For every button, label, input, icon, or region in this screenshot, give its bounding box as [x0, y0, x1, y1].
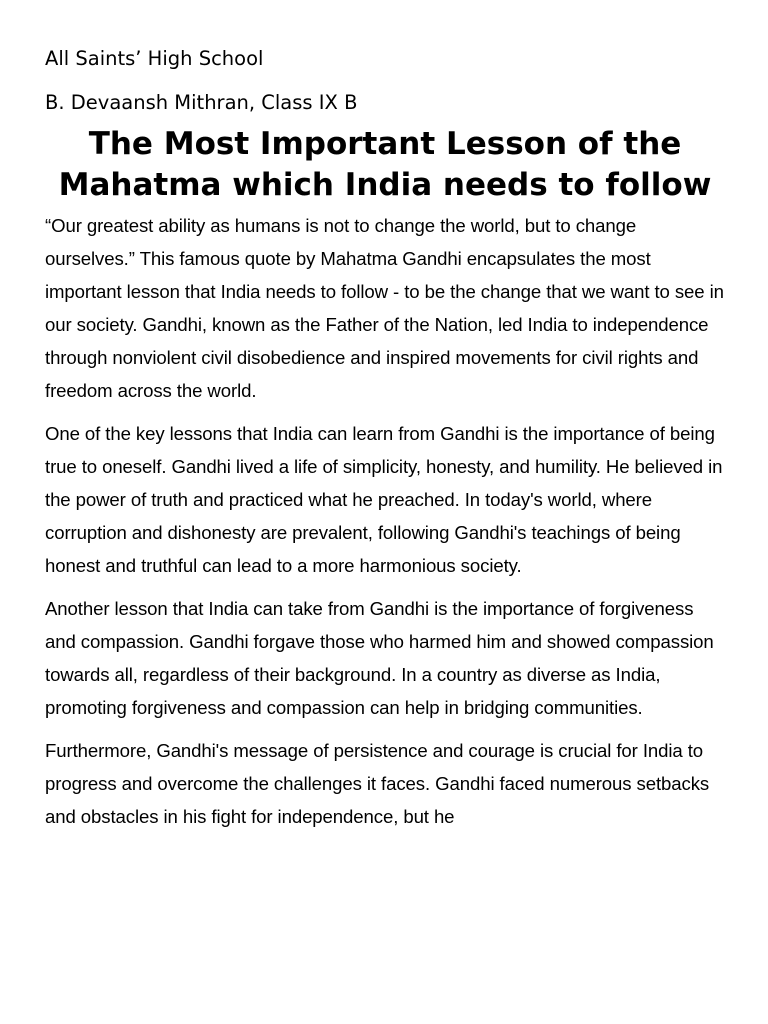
document-page — [45, 44, 725, 843]
author-line: B. Devaansh Mithran, Class IX B — [45, 91, 358, 114]
paragraph-4: Furthermore, Gandhi's message of persistence and courage is crucial for India to progress and overcome the challenges it faces. Gandhi faced numerous setbacks and obstacles in his fight for independence, but he — [45, 740, 710, 827]
school-name: All Saints’ High School — [45, 47, 264, 70]
paragraph-2: One of the key lessons that India can learn from Gandhi is the importance of being true to oneself. Gandhi lived a life of simplicity, honesty, and humility. He believed in the power of truth and practiced what he preached. In today's world, where corruption and dishonesty are prevalent, following Gandhi's teachings of being honest and truthful can lead to a more harmonious society. — [45, 423, 723, 576]
paragraph-1: “Our greatest ability as humans is not to change the world, but to change ourselves.” This famous quote by Mahatma Gandhi encapsulates the most important lesson that India needs to follow - to be the change that we want to see in our society. Gandhi, known as the Father of the Nation, led India to independence through nonviolent civil disobedience and inspired movements for civil rights and freedom across the world. — [45, 215, 724, 401]
essay-title: The Most Important Lesson of the Mahatma which India needs to follow — [58, 126, 712, 203]
paragraph-3: Another lesson that India can take from Gandhi is the importance of forgiveness and compassion. Gandhi forgave those who harmed him and showed compassion towards all, regardless of their background. In a country as diverse as India, promoting forgiveness and compassion can help in bridging communities. — [45, 598, 714, 718]
